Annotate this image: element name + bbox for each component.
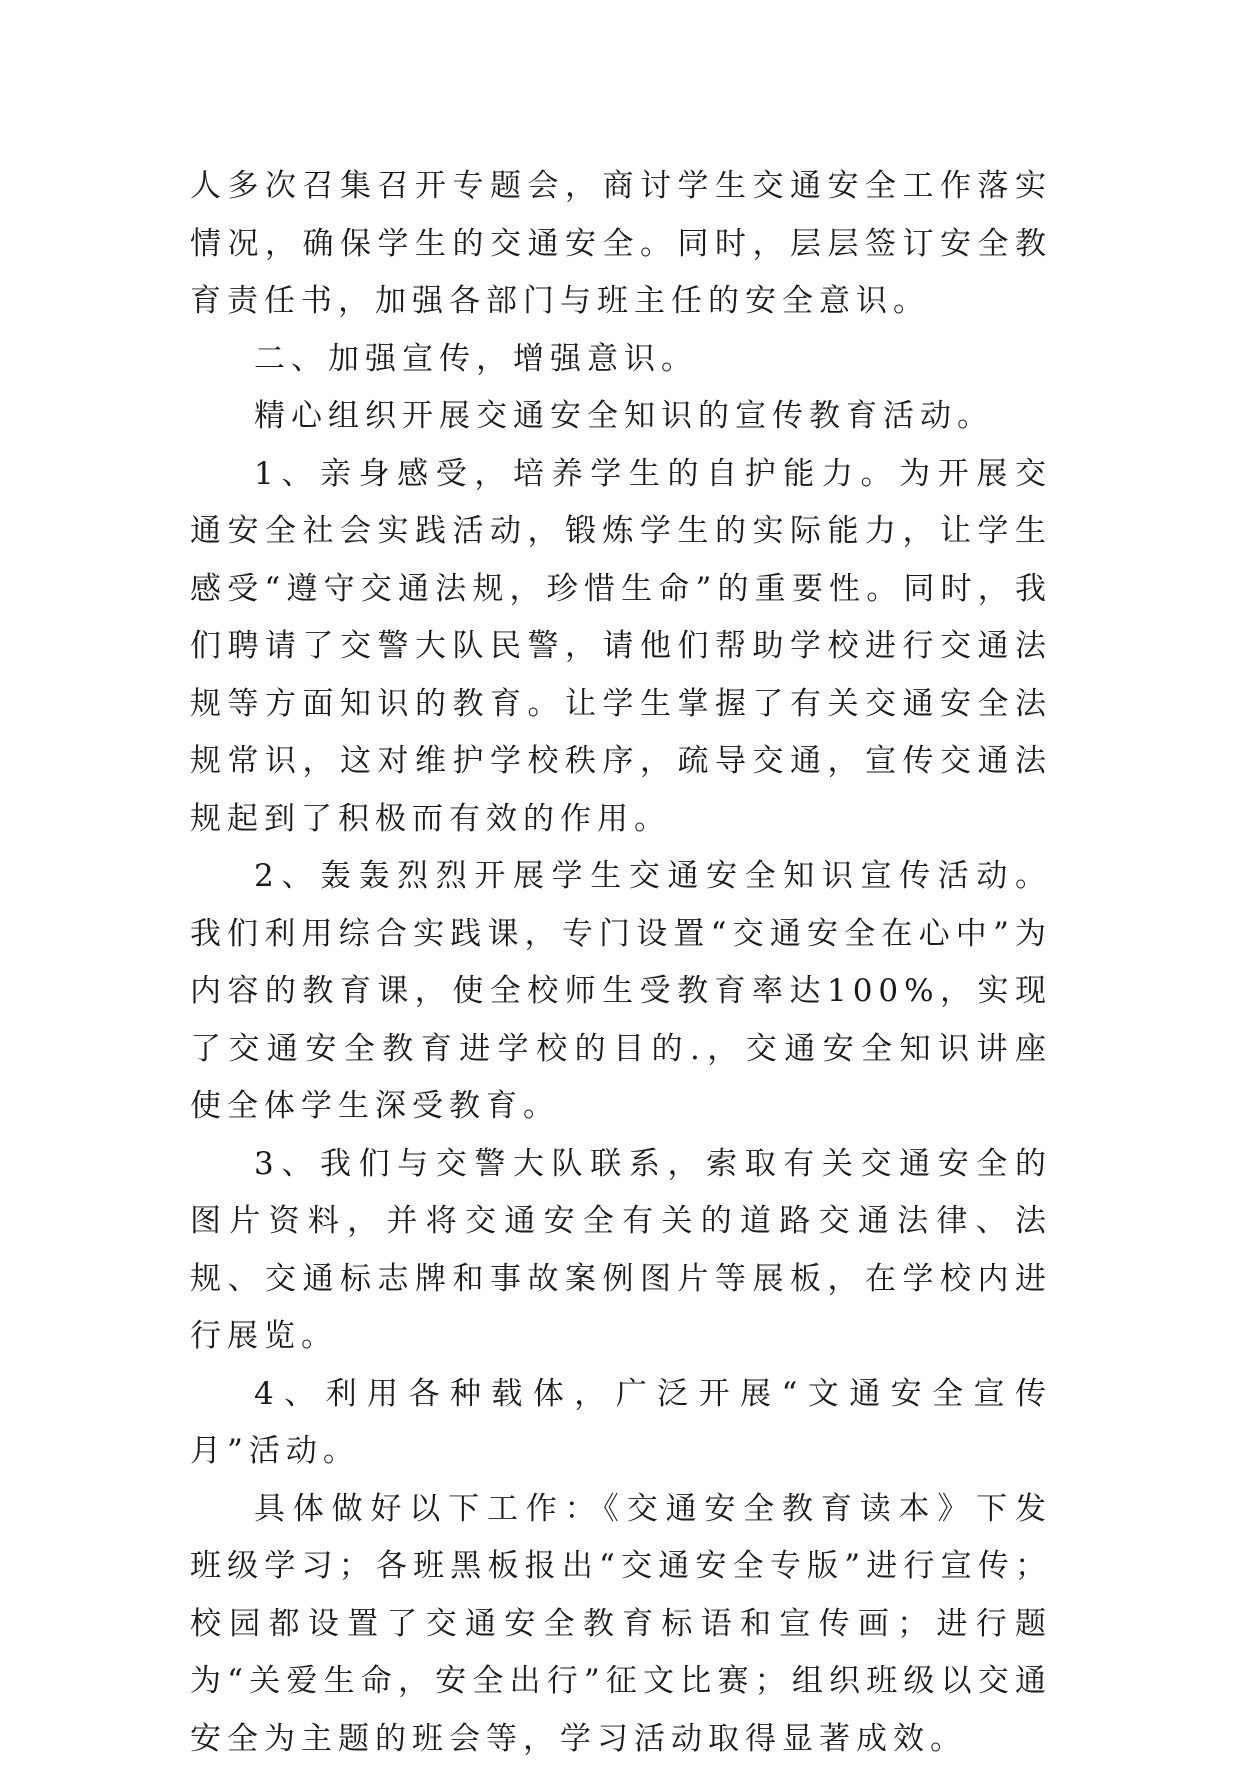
paragraph-section-heading: 二、加强宣传，增强意识。 [190, 331, 1052, 389]
paragraph-intro: 精心组织开展交通安全知识的宣传教育活动。 [190, 388, 1052, 446]
paragraph-continuation: 人多次召集召开专题会，商讨学生交通安全工作落实情况，确保学生的交通安全。同时，层层签订安全教育责任书，加强各部门与班主任的安全意识。 [190, 158, 1052, 331]
document-body [190, 158, 1052, 1768]
paragraph-item-2: 2、轰轰烈烈开展学生交通安全知识宣传活动。我们利用综合实践课，专门设置“交通安全在心中”为内容的教育课，使全校师生受教育率达100%，实现了交通安全教育进学校的目的.，交通安全知识讲座使全体学生深受教育。 [190, 848, 1052, 1136]
paragraph-item-4: 4、利用各种载体，广泛开展“文通安全宣传月”活动。 [190, 1366, 1052, 1481]
paragraph-details: 具体做好以下工作：《交通安全教育读本》下发班级学习；各班黑板报出“交通安全专版”进行宣传；校园都设置了交通安全教育标语和宣传画；进行题为“关爱生命，安全出行”征文比赛；组织班级以交通安全为主题的班会等，学习活动取得显著成效。 [190, 1481, 1052, 1768]
paragraph-item-1: 1、亲身感受，培养学生的自护能力。为开展交通安全社会实践活动，锻炼学生的实际能力，让学生感受“遵守交通法规，珍惜生命”的重要性。同时，我们聘请了交警大队民警，请他们帮助学校进行交通法规等方面知识的教育。让学生掌握了有关交通安全法规常识，这对维护学校秩序，疏导交通，宣传交通法规起到了积极而有效的作用。 [190, 446, 1052, 849]
paragraph-item-3: 3、我们与交警大队联系，索取有关交通安全的图片资料，并将交通安全有关的道路交通法律、法规、交通标志牌和事故案例图片等展板，在学校内进行展览。 [190, 1136, 1052, 1366]
